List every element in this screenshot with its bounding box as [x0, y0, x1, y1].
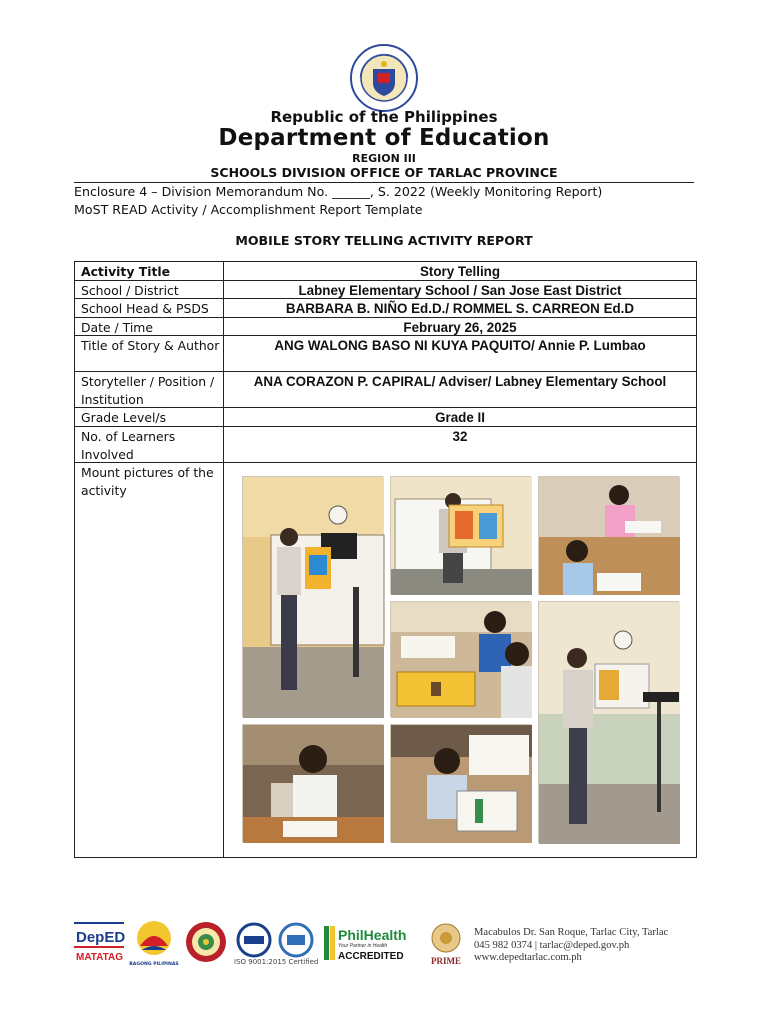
- iso-logo-2: [278, 922, 314, 958]
- table-row: [75, 318, 696, 336]
- activity-photos: [240, 476, 681, 844]
- row-label: Activity Title: [81, 264, 171, 279]
- row-value: ANA CORAZON P. CAPIRAL/ Adviser/ Labney Elementary School: [253, 374, 667, 389]
- iso-logo-1: [236, 922, 272, 958]
- region-heading: REGION III: [352, 152, 416, 165]
- philhealth-logo: [324, 922, 412, 966]
- activity-photo: [538, 476, 679, 594]
- philhealth-accredited: ACCREDITED: [338, 951, 404, 962]
- table-row: [75, 281, 696, 299]
- table-row: [75, 372, 696, 408]
- row-label: School / District: [81, 283, 179, 298]
- republic-heading: Republic of the Philippines: [270, 108, 498, 126]
- bagong-pilipinas-logo: [129, 918, 179, 968]
- prime-logo: [424, 920, 468, 968]
- footer-address: Macabulos Dr. San Roque, Tarlac City, Tarlac: [474, 927, 669, 938]
- footer-address-block: [474, 927, 668, 965]
- activity-photo: [390, 724, 531, 842]
- row-value: Labney Elementary School / San Jose East District: [298, 283, 622, 298]
- row-label: Title of Story & Author: [81, 338, 220, 353]
- deped-seal: [349, 43, 419, 113]
- bagong-pilipinas-text: BAGONG PILIPINAS: [129, 962, 179, 967]
- row-label: No. of Learners Involved: [81, 429, 176, 462]
- table-row: [75, 262, 696, 281]
- row-value: Story Telling: [419, 264, 501, 279]
- philhealth-text: PhilHealth: [338, 927, 407, 943]
- footer-contact: 045 982 0374 | tarlac@deped.gov.ph: [474, 939, 630, 951]
- deped-logo-text: DepED: [76, 929, 126, 946]
- template-line: MoST READ Activity / Accomplishment Report Template: [74, 202, 423, 217]
- division-heading: SCHOOLS DIVISION OFFICE OF TARLAC PROVINCE: [210, 165, 558, 180]
- row-label: Mount pictures of the activity: [81, 465, 214, 498]
- matatag-logo-text: MATATAG: [76, 952, 124, 963]
- footer-website[interactable]: www.depedtarlac.com.ph: [474, 952, 582, 963]
- table-row: [75, 427, 696, 463]
- row-label: Grade Level/s: [81, 410, 167, 425]
- activity-photo: [390, 601, 531, 717]
- row-value: February 26, 2025: [403, 320, 517, 335]
- philhealth-tagline: Your Partner in Health: [338, 943, 388, 949]
- table-row: [75, 299, 696, 318]
- row-label: Date / Time: [81, 320, 153, 335]
- department-heading: Department of Education: [218, 125, 550, 151]
- row-label: School Head & PSDS: [81, 301, 209, 316]
- header-divider: [74, 182, 694, 183]
- row-value: Grade II: [435, 410, 485, 425]
- prime-text: PRIME: [431, 956, 461, 966]
- enclosure-line: Enclosure 4 – Division Memorandum No. ______, S. 2022 (Weekly Monitoring Report): [74, 184, 603, 199]
- report-title: MOBILE STORY TELLING ACTIVITY REPORT: [235, 233, 533, 248]
- division-seal-logo: [184, 920, 228, 964]
- row-value: 32: [452, 429, 468, 444]
- activity-photo: [242, 724, 383, 842]
- table-row: [75, 408, 696, 427]
- footer-logos: [74, 918, 474, 970]
- activity-photo: [538, 601, 679, 843]
- row-value: ANG WALONG BASO NI KUYA PAQUITO/ Annie P. Lumbao: [274, 338, 646, 353]
- row-label: Storyteller / Position / Institution: [81, 374, 215, 407]
- deped-matatag-logo: [74, 922, 124, 966]
- activity-photo: [390, 476, 531, 594]
- row-value: BARBARA B. NIÑO Ed.D./ ROMMEL S. CARREON Ed.D: [285, 301, 635, 316]
- iso-caption: ISO 9001:2015 Certified: [234, 958, 319, 966]
- activity-photo: [242, 476, 383, 717]
- table-row: [75, 336, 696, 372]
